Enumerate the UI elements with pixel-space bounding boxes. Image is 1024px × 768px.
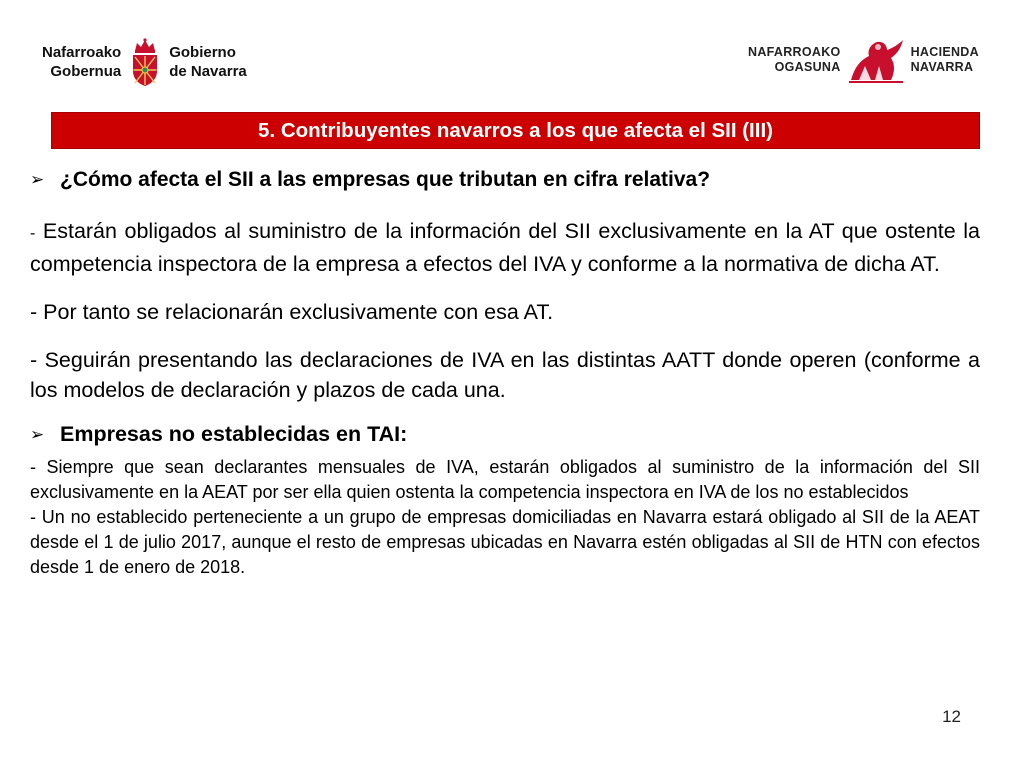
section2-heading: Empresas no establecidas en TAI:	[60, 422, 408, 446]
section2-heading-row	[30, 420, 980, 449]
dash-marker: -	[30, 507, 36, 527]
section1-item-2-text: Por tanto se relacionarán exclusivamente con esa AT.	[37, 300, 554, 324]
section1-item-1-text: Estarán obligados al suministro de la información del SII exclusivamente en la AT que ostente la competencia inspectora de la empresa a efectos del IVA y conforme a la normativa de dicha AT.	[30, 219, 980, 276]
section1-item-2	[30, 297, 980, 327]
section2-item-1	[30, 455, 980, 505]
section2-item-2-text: Un no establecido perteneciente a un grupo de empresas domiciliadas en Navarra estará obligado al SII de la AEAT desde el 1 de julio 2017, aunque el resto de empresas ubicadas en Navarra estén obligadas al SII de HTN con efectos desde 1 de enero de 2018.	[30, 507, 980, 577]
logo-left-line1: Nafarroako	[42, 44, 122, 61]
navarra-coat-of-arms-icon	[129, 37, 161, 87]
title-bar	[51, 112, 980, 149]
section1-item-1	[30, 216, 980, 279]
slide-title: 5. Contribuyentes navarros a los que afecta el SII (III)	[258, 118, 773, 142]
hacienda-navarra-logo	[748, 34, 979, 86]
page-number: 12	[942, 707, 961, 726]
hacienda-logo-line2-right: NAVARRA	[910, 60, 974, 74]
dash-marker: -	[30, 300, 38, 324]
section1-item-3	[30, 345, 980, 405]
arrow-bullet-icon: ➢	[30, 170, 45, 189]
section1-heading-row	[30, 165, 980, 194]
logo-right-line1: Gobierno	[169, 44, 236, 61]
section1-item-3-text: Seguirán presentando las declaraciones de IVA en las distintas AATT donde operen (conforme a los modelos de declaración y plazos de cada una.	[30, 348, 980, 402]
hacienda-logo-line1-left: NAFARROAKO	[748, 45, 841, 59]
section2-item-1-text: Siempre que sean declarantes mensuales de IVA, estarán obligados al suministro de la información del SII exclusivamente en la AEAT por ser ella quien ostenta la competencia inspectora en IVA de los no establecidos	[30, 457, 980, 502]
dash-marker: -	[30, 348, 38, 372]
hacienda-logo-line2-left: OGASUNA	[774, 60, 841, 74]
dash-marker: -	[30, 225, 36, 242]
slide-content	[30, 165, 980, 580]
section1-heading: ¿Cómo afecta el SII a las empresas que tributan en cifra relativa?	[60, 168, 711, 191]
section2-item-2	[30, 505, 980, 580]
gobierno-navarra-logo	[42, 36, 247, 88]
logo-right-line2: de Navarra	[169, 63, 247, 80]
dash-marker: -	[30, 457, 36, 477]
hacienda-logo-line1-right: HACIENDA	[910, 45, 979, 59]
arrow-bullet-icon: ➢	[30, 425, 45, 444]
hacienda-emblem-icon	[845, 36, 907, 84]
logo-left-line2: Gobernua	[50, 63, 122, 80]
